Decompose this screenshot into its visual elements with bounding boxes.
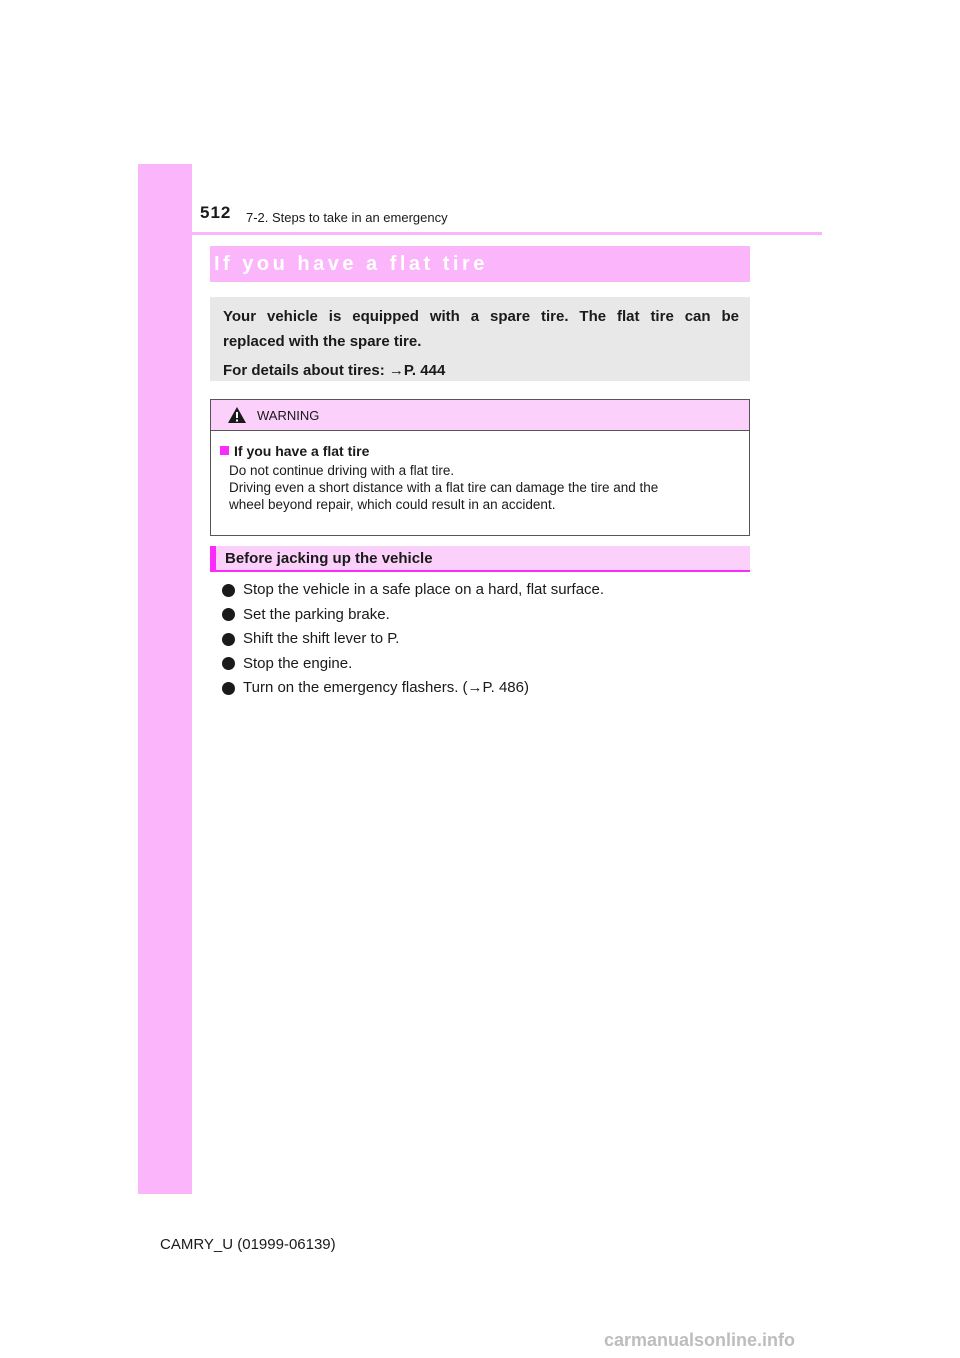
warning-header <box>211 400 749 431</box>
intro-box <box>210 297 750 381</box>
list-item-text: Stop the vehicle in a safe place on a hard, flat surface. <box>243 581 605 599</box>
bullet-icon <box>222 633 235 646</box>
bullet-icon <box>222 608 235 621</box>
warning-text: Driving even a short distance with a flat tire can damage the tire and the <box>229 480 659 495</box>
warning-body <box>211 431 749 513</box>
list-item-text: Shift the shift lever to P. <box>243 630 400 648</box>
warning-heading <box>220 443 741 460</box>
intro-reference: For details about tires: →P. 444 <box>223 362 446 379</box>
warning-text: Do not continue driving with a flat tire. <box>229 463 455 478</box>
list-item-text: Set the parking brake. <box>243 605 390 623</box>
warning-text: wheel beyond repair, which could result in an accident. <box>229 497 556 512</box>
warning-box <box>210 399 750 536</box>
footer-model-code: CAMRY_U (01999-06139) <box>160 1236 336 1253</box>
warning-triangle-icon <box>227 406 247 424</box>
list-item-text: Stop the engine. <box>243 654 353 672</box>
list-item <box>222 578 742 603</box>
list-item <box>222 676 742 701</box>
intro-line: replaced with the spare tire. <box>223 333 422 350</box>
page-title: If you have a flat tire <box>214 253 488 275</box>
list-item <box>222 603 742 628</box>
square-bullet-icon <box>220 446 229 455</box>
page-title-bar <box>210 246 750 282</box>
warning-heading-text: If you have a flat tire <box>234 443 370 459</box>
page-number: 512 <box>200 203 232 222</box>
section-heading: 7-2. Steps to take in an emergency <box>246 210 448 225</box>
chapter-side-tab <box>138 164 192 1194</box>
subsection-heading: Before jacking up the vehicle <box>210 546 750 572</box>
bullet-icon <box>222 682 235 695</box>
watermark: carmanualsonline.info <box>604 1330 796 1350</box>
warning-label: WARNING <box>257 407 320 423</box>
step-list <box>222 578 742 701</box>
list-item-text: Turn on the emergency flashers. (→P. 486) <box>243 679 529 697</box>
list-item <box>222 652 742 677</box>
intro-line: Your vehicle is equipped with a spare tire. The flat tire can be <box>223 308 739 325</box>
bullet-icon <box>222 657 235 670</box>
list-item <box>222 627 742 652</box>
bullet-icon <box>222 584 235 597</box>
header-divider <box>138 232 822 235</box>
